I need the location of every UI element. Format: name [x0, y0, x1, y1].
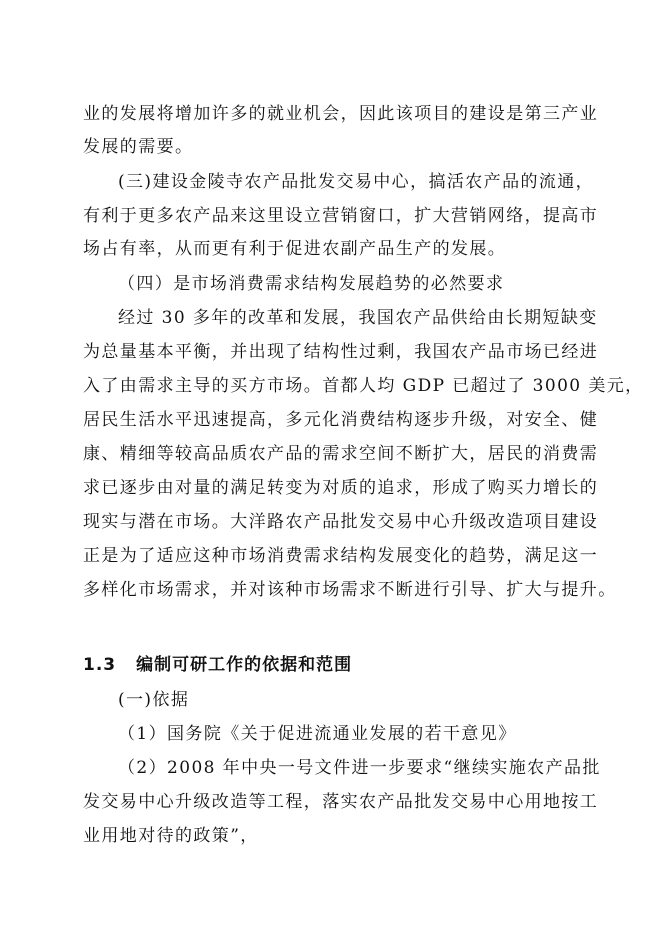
- text-line: 经过 30 多年的改革和发展，我国农产品供给由长期短缺变: [118, 308, 598, 328]
- text-line: 康、精细等较高品质农产品的需求空间不断扩大，居民的消费需: [83, 444, 599, 464]
- text-line: 业用地对待的政策”，: [83, 826, 259, 846]
- section-title: 编制可研工作的依据和范围: [136, 655, 353, 675]
- list-item: （2）2008 年中央一号文件进一步要求“继续实施农产品批: [118, 758, 601, 778]
- text-line: 场占有率，从而更有利于促进农副产品生产的发展。: [83, 239, 507, 259]
- basis-label: (一)依据: [118, 690, 190, 710]
- text-line: 业的发展将增加许多的就业机会，因此该项目的建设是第三产业: [83, 104, 599, 124]
- text-line: (三)建设金陵寺农产品批发交易中心，搞活农产品的流通，: [118, 172, 595, 192]
- text-line: 正是为了适应这种市场消费需求结构发展变化的趋势，满足这一: [83, 546, 599, 566]
- text-line: 有利于更多农产品来这里设立营销窗口，扩大营销网络，提高市: [83, 206, 599, 226]
- section-heading: [83, 655, 352, 675]
- text-line: 现实与潜在市场。大洋路农产品批发交易中心升级改造项目建设: [83, 512, 599, 532]
- text-line: 居民生活水平迅速提高，多元化消费结构逐步升级，对安全、健: [83, 410, 599, 430]
- text-line: 求已逐步由对量的满足转变为对质的追求，形成了购买力增长的: [83, 478, 599, 498]
- text-line: 入了由需求主导的买方市场。首都人均 GDP 已超过了 3000 美元，: [83, 376, 644, 396]
- list-item: （1）国务院《关于促进流通业发展的若干意见》: [118, 724, 517, 744]
- text-line: 发交易中心升级改造等工程，落实农产品批发交易中心用地按工: [83, 792, 599, 812]
- text-line: 多样化市场需求，并对该种市场需求不断进行引导、扩大与提升。: [83, 580, 617, 600]
- subsection-heading: （四）是市场消费需求结构发展趋势的必然要求: [118, 274, 505, 294]
- text-line: 为总量基本平衡，并出现了结构性过剩，我国农产品市场已经进: [83, 342, 599, 362]
- text-line: 发展的需要。: [83, 137, 194, 157]
- section-number: 1.3: [83, 655, 117, 675]
